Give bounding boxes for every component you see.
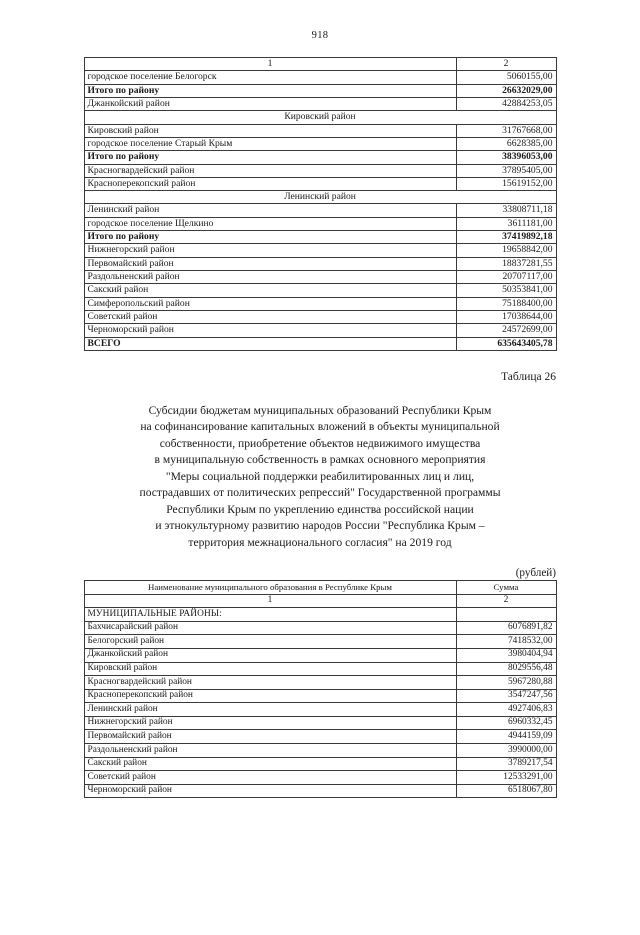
row-name: городское поселение Белогорск	[84, 71, 456, 84]
table-row	[84, 204, 556, 217]
row-amount: 3611181,00	[456, 217, 556, 230]
column-number-col2: 2	[456, 594, 556, 608]
title-line: на софинансирование капитальных вложений в объекты муниципальной	[140, 420, 500, 434]
row-name: Кировский район	[84, 124, 456, 137]
row-name: Белогорский район	[84, 635, 456, 649]
row-amount: 17038644,00	[456, 310, 556, 323]
row-amount: 3789217,54	[456, 757, 556, 771]
row-amount: 3980404,94	[456, 648, 556, 662]
row-amount: 8029556,48	[456, 662, 556, 676]
row-name: Кировский район	[84, 662, 456, 676]
column-header-col1: Наименование муниципального образования в Республике Крым	[84, 580, 456, 594]
column-number-col1: 1	[84, 58, 456, 71]
row-amount: 6960332,45	[456, 716, 556, 730]
row-amount: 5967280,88	[456, 676, 556, 690]
row-amount: 24572699,00	[456, 324, 556, 337]
row-amount: 15619152,00	[456, 177, 556, 190]
row-amount: 6628385,00	[456, 137, 556, 150]
table-row	[84, 151, 556, 164]
row-name: Джанкойский район	[84, 97, 456, 110]
table-row	[84, 744, 556, 758]
table-section-row	[84, 111, 556, 124]
row-name: Раздольненский район	[84, 271, 456, 284]
table-row	[84, 635, 556, 649]
row-name: Красноперекопский район	[84, 689, 456, 703]
table-row	[84, 648, 556, 662]
document-title	[0, 403, 640, 551]
row-name: городское поселение Старый Крым	[84, 137, 456, 150]
row-name: Первомайский район	[84, 257, 456, 270]
table-row	[84, 297, 556, 310]
table-row	[84, 231, 556, 244]
table-row	[84, 784, 556, 798]
row-amount: 19658842,00	[456, 244, 556, 257]
table-row	[84, 771, 556, 785]
column-header-col2: Сумма	[456, 580, 556, 594]
title-line: в муниципальную собственность в рамках основного мероприятия	[154, 453, 486, 467]
row-name: Красногвардейский район	[84, 164, 456, 177]
table-row	[84, 217, 556, 230]
row-amount: 6076891,82	[456, 621, 556, 635]
title-line: и этнокультурному развитию народов России "Республика Крым –	[155, 519, 485, 533]
row-amount: 37895405,00	[456, 164, 556, 177]
table-row	[84, 703, 556, 717]
row-name: Симферопольский район	[84, 297, 456, 310]
section-title: Кировский район	[84, 111, 556, 124]
table-row	[84, 662, 556, 676]
row-name: Джанкойский район	[84, 648, 456, 662]
row-amount: 26632029,00	[456, 84, 556, 97]
row-name: Нижнегорский район	[84, 716, 456, 730]
row-amount: 33808711,18	[456, 204, 556, 217]
table-category-row	[84, 608, 556, 622]
row-amount: 31767668,00	[456, 124, 556, 137]
column-number-col2: 2	[456, 58, 556, 71]
document-page	[0, 30, 640, 935]
row-amount: 50353841,00	[456, 284, 556, 297]
row-name: Итого по району	[84, 84, 456, 97]
table-row	[84, 337, 556, 350]
row-amount: 635643405,78	[456, 337, 556, 350]
row-amount: 7418532,00	[456, 635, 556, 649]
subsidies-table	[84, 580, 557, 799]
table-1-container	[0, 57, 640, 351]
table-row	[84, 284, 556, 297]
row-name: Советский район	[84, 771, 456, 785]
table-label: Таблица 26	[501, 370, 556, 383]
row-name: городское поселение Щелкино	[84, 217, 456, 230]
row-amount: 4944159,09	[456, 730, 556, 744]
row-name: Ленинский район	[84, 204, 456, 217]
row-amount: 12533291,00	[456, 771, 556, 785]
column-numbering-row	[84, 594, 556, 608]
table-header-row	[84, 58, 556, 71]
row-name: Красноперекопский район	[84, 177, 456, 190]
budget-table-districts	[84, 57, 557, 351]
row-name: Черноморский район	[84, 324, 456, 337]
table-row	[84, 757, 556, 771]
units-label: (рублей)	[515, 566, 556, 579]
title-line: собственности, приобретение объектов недвижимого имущества	[159, 436, 481, 450]
category-name: МУНИЦИПАЛЬНЫЕ РАЙОНЫ:	[84, 608, 456, 622]
row-name: Итого по району	[84, 151, 456, 164]
table-row	[84, 689, 556, 703]
table-2-container	[0, 580, 640, 799]
row-amount: 38396053,00	[456, 151, 556, 164]
table-row	[84, 257, 556, 270]
title-line: Республики Крым по укреплению единства российской нации	[166, 502, 474, 516]
table-row	[84, 310, 556, 323]
table-row	[84, 71, 556, 84]
table-row	[84, 621, 556, 635]
row-name: Ленинский район	[84, 703, 456, 717]
table-row	[84, 177, 556, 190]
table-row	[84, 137, 556, 150]
table-row	[84, 730, 556, 744]
section-title: Ленинский район	[84, 191, 556, 204]
row-name: ВСЕГО	[84, 337, 456, 350]
column-number-col1: 1	[84, 594, 456, 608]
row-amount: 6518067,80	[456, 784, 556, 798]
table-row	[84, 716, 556, 730]
title-line: территория межнационального согласия" на 2019 год	[188, 535, 452, 549]
row-amount: 75188400,00	[456, 297, 556, 310]
table-row	[84, 124, 556, 137]
row-name: Нижнегорский район	[84, 244, 456, 257]
row-amount: 4927406,83	[456, 703, 556, 717]
row-name: Советский район	[84, 310, 456, 323]
title-line: "Меры социальной поддержки реабилитированных лиц и лиц,	[165, 469, 475, 483]
row-name: Черноморский район	[84, 784, 456, 798]
row-amount: 18837281,55	[456, 257, 556, 270]
row-name: Красногвардейский район	[84, 676, 456, 690]
table-row	[84, 164, 556, 177]
table-row	[84, 244, 556, 257]
row-amount: 5060155,00	[456, 71, 556, 84]
row-name: Первомайский район	[84, 730, 456, 744]
table-row	[84, 84, 556, 97]
table-row	[84, 271, 556, 284]
table-row	[84, 676, 556, 690]
row-amount: 3990000,00	[456, 744, 556, 758]
row-amount: 42884253,05	[456, 97, 556, 110]
table-row	[84, 97, 556, 110]
title-line: Субсидии бюджетам муниципальных образований Республики Крым	[148, 403, 492, 417]
row-name: Бахчисарайский район	[84, 621, 456, 635]
row-amount: 20707117,00	[456, 271, 556, 284]
row-amount	[456, 608, 556, 622]
page-number: 918	[311, 30, 329, 41]
row-amount: 37419892,18	[456, 231, 556, 244]
row-amount: 3547247,56	[456, 689, 556, 703]
row-name: Сакский район	[84, 284, 456, 297]
row-name: Раздольненский район	[84, 744, 456, 758]
row-name: Сакский район	[84, 757, 456, 771]
title-line: пострадавших от политических репрессий" Государственной программы	[139, 486, 501, 500]
table-section-row	[84, 191, 556, 204]
table-row	[84, 324, 556, 337]
table-header-row	[84, 580, 556, 594]
row-name: Итого по району	[84, 231, 456, 244]
